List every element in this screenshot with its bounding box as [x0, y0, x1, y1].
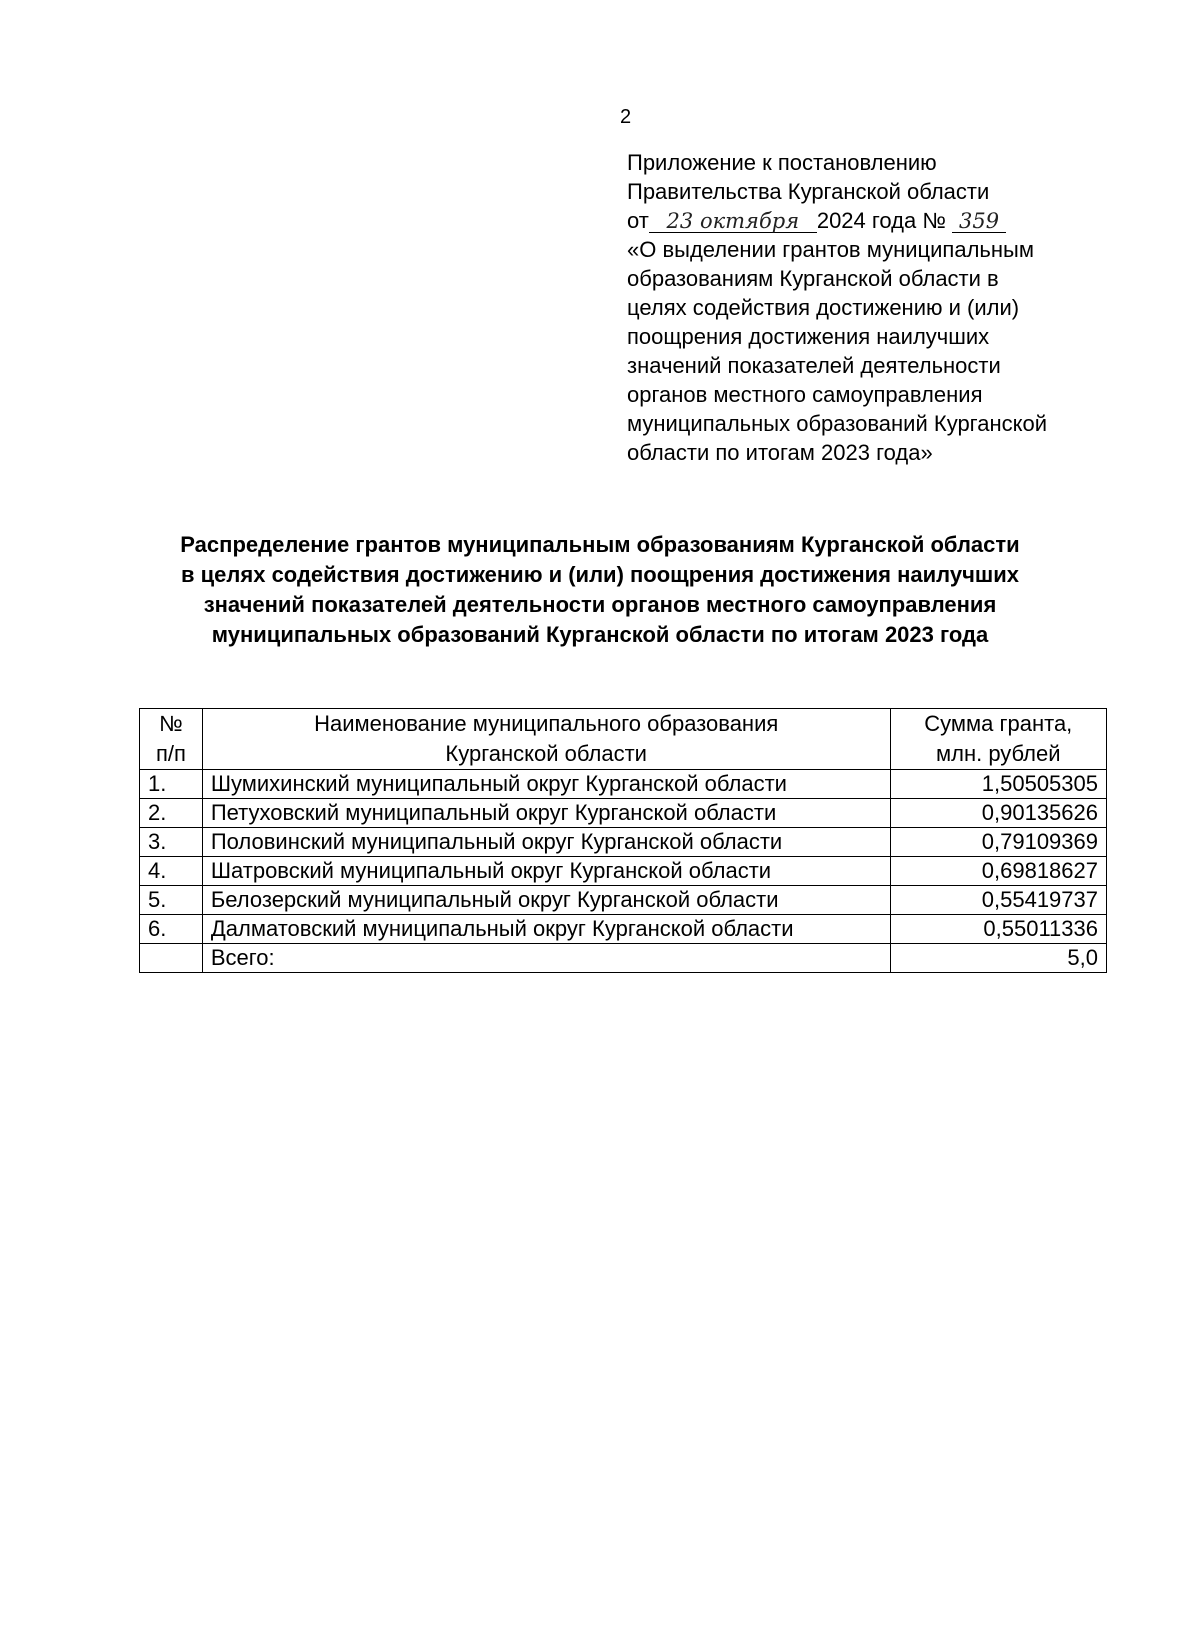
table-row — [140, 886, 1107, 915]
total-label: Всего: — [202, 944, 890, 973]
handwritten-number: 359 — [952, 210, 1006, 233]
table-header-row — [140, 709, 1107, 770]
header-amount-line1: Сумма гранта, — [924, 711, 1073, 736]
row-amount: 0,55011336 — [890, 915, 1106, 944]
row-name: Шумихинский муниципальный округ Курганской области — [202, 770, 890, 799]
page-number: 2 — [620, 106, 632, 128]
grants-table — [139, 708, 1107, 973]
row-amount: 0,55419737 — [890, 886, 1106, 915]
header-num — [140, 709, 203, 770]
appendix-title-line: «О выделении грантов муниципальным — [627, 237, 1034, 262]
table-total-row — [140, 944, 1107, 973]
appendix-title-line: целях содействия достижению и (или) — [627, 295, 1020, 320]
appendix-line-2: Правительства Курганской области — [627, 179, 990, 204]
document-title-line: муниципальных образований Курганской области по итогам 2023 года — [211, 622, 989, 647]
appendix-title-line: образованиям Курганской области в — [627, 266, 999, 291]
table-row — [140, 799, 1107, 828]
row-amount: 0,69818627 — [890, 857, 1106, 886]
document-title-line: значений показателей деятельности органов местного самоуправления — [203, 592, 997, 617]
table-row — [140, 828, 1107, 857]
appendix-date-line — [627, 206, 1127, 235]
table-row — [140, 915, 1107, 944]
row-amount: 1,50505305 — [890, 770, 1106, 799]
table-row — [140, 770, 1107, 799]
document-title-line: в целях содействия достижению и (или) поощрения достижения наилучших — [181, 562, 1019, 587]
row-amount: 0,90135626 — [890, 799, 1106, 828]
appendix-title-line: органов местного самоуправления — [627, 382, 983, 407]
row-name: Белозерский муниципальный округ Курганской области — [202, 886, 890, 915]
header-num-line2: п/п — [155, 741, 186, 766]
appendix-title-line: области по итогам 2023 года» — [627, 440, 933, 465]
appendix-title-line: значений показателей деятельности — [627, 353, 1001, 378]
header-name-line2: Курганской области — [445, 741, 647, 766]
header-num-line1: № — [159, 711, 183, 736]
appendix-year-text: 2024 года № — [816, 208, 946, 233]
appendix-from-prefix: от — [627, 208, 649, 233]
row-amount: 0,79109369 — [890, 828, 1106, 857]
header-name — [202, 709, 890, 770]
row-num: 4. — [140, 857, 203, 886]
row-name: Шатровский муниципальный округ Курганской области — [202, 857, 890, 886]
row-num: 1. — [140, 770, 203, 799]
total-num — [140, 944, 203, 973]
row-num: 3. — [140, 828, 203, 857]
appendix-title-line: поощрения достижения наилучших — [627, 324, 990, 349]
document-title-line: Распределение грантов муниципальным образованиям Курганской области — [180, 532, 1020, 557]
row-num: 6. — [140, 915, 203, 944]
row-num: 5. — [140, 886, 203, 915]
handwritten-date: 23 октября — [649, 210, 817, 233]
appendix-block — [627, 148, 1127, 467]
row-name: Далматовский муниципальный округ Курганской области — [202, 915, 890, 944]
total-amount: 5,0 — [890, 944, 1106, 973]
header-amount — [890, 709, 1106, 770]
appendix-line-1: Приложение к постановлению — [627, 150, 937, 175]
header-amount-line2: млн. рублей — [935, 741, 1061, 766]
row-name: Петуховский муниципальный округ Курганской области — [202, 799, 890, 828]
appendix-title-line: муниципальных образований Курганской — [627, 411, 1047, 436]
table-row — [140, 857, 1107, 886]
header-name-line1: Наименование муниципального образования — [314, 711, 779, 736]
row-name: Половинский муниципальный округ Курганской области — [202, 828, 890, 857]
row-num: 2. — [140, 799, 203, 828]
document-title — [100, 530, 1100, 650]
